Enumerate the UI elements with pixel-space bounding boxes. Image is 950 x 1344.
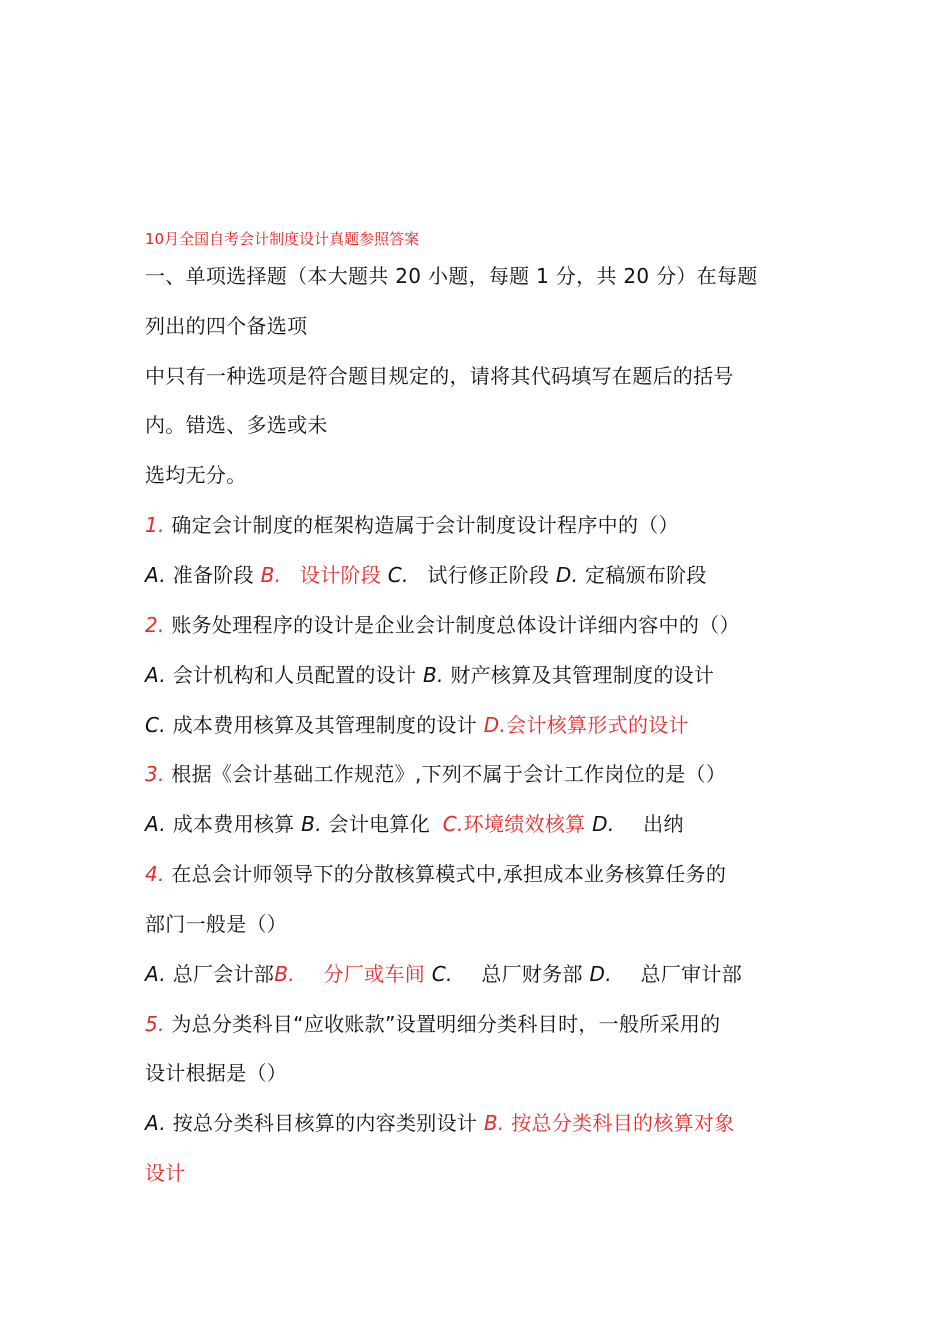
question-2-options-ab [145, 661, 714, 689]
instruction-line-4: 内。错选、多选或未 [145, 413, 328, 437]
question-number: 5. [145, 1012, 165, 1036]
instruction-line-3: 中只有一种选项是符合题目规定的，请将其代码填写在题后的括号 [145, 364, 734, 388]
question-1 [145, 511, 679, 539]
question-text: 根据《会计基础工作规范》,下列不属于会计工作岗位的是（） [171, 762, 727, 786]
option-d-text: 定稿颁布阶段 [584, 563, 707, 587]
option-a-text: 成本费用核算 [172, 812, 295, 836]
question-number: 1. [145, 513, 165, 537]
question-3-options [145, 810, 684, 838]
option-b-text-answer: 分厂或车间 [323, 962, 426, 986]
option-c-key: C. [387, 563, 409, 587]
question-1-options [145, 561, 707, 589]
option-a-key: A. [145, 812, 167, 836]
question-4-continued: 部门一般是（） [145, 912, 288, 936]
option-a-key: A. [145, 563, 167, 587]
option-b-text-answer: 设计阶段 [299, 563, 382, 587]
option-d-key: D. [483, 713, 507, 737]
question-4-options [145, 960, 742, 988]
option-c-text-answer: 环境绩效核算 [463, 812, 586, 836]
option-d-text: 总厂审计部 [640, 962, 743, 986]
option-a-text: 会计机构和人员配置的设计 [172, 663, 417, 687]
option-c-key: C. [145, 713, 166, 737]
instruction-line-5: 选均无分。 [145, 463, 247, 487]
question-text: 在总会计师领导下的分散核算模式中,承担成本业务核算任务的 [171, 862, 727, 886]
question-text: 账务处理程序的设计是企业会计制度总体设计详细内容中的（） [171, 613, 740, 637]
question-2-options-cd [145, 711, 689, 739]
document-title: 10月全国自考会计制度设计真题参照答案 [145, 230, 420, 248]
instruction-line-1: 一、单项选择题（本大题共 20 小题，每题 1 分，共 20 分）在每题 [145, 264, 758, 288]
option-d-key: D. [555, 563, 579, 587]
option-b-text: 会计电算化 [328, 812, 431, 836]
question-2 [145, 611, 740, 639]
option-d-text-answer: 会计核算形式的设计 [506, 713, 689, 737]
option-a-text: 总厂会计部 [172, 962, 275, 986]
question-5-continued: 设计根据是（） [145, 1061, 288, 1085]
question-number: 3. [145, 762, 165, 786]
question-5-options [145, 1109, 735, 1137]
question-text: 为总分类科目“应收账款”设置明细分类科目时，一般所采用的 [171, 1012, 721, 1036]
question-5-option-b-continued: 设计 [145, 1161, 186, 1185]
option-c-text: 试行修正阶段 [427, 563, 550, 587]
option-a-key: A. [145, 1111, 167, 1135]
instruction-line-2: 列出的四个备选项 [145, 314, 308, 338]
question-4 [145, 860, 726, 888]
option-b-key: B. [483, 1111, 505, 1135]
option-c-key: C. [442, 812, 464, 836]
question-number: 2. [145, 613, 165, 637]
question-text: 确定会计制度的框架构造属于会计制度设计程序中的（） [171, 513, 679, 537]
question-number: 4. [145, 862, 165, 886]
option-a-key: A. [145, 962, 167, 986]
option-b-key: B. [301, 812, 322, 836]
option-a-key: A. [145, 663, 167, 687]
option-a-text: 准备阶段 [172, 563, 254, 587]
option-b-text-answer: 按总分类科目的核算对象 [511, 1111, 735, 1135]
question-3 [145, 760, 726, 788]
option-a-text: 按总分类科目核算的内容类别设计 [172, 1111, 478, 1135]
option-c-text: 成本费用核算及其管理制度的设计 [172, 713, 478, 737]
option-b-key: B. [422, 663, 444, 687]
option-b-key: B. [274, 962, 295, 986]
option-d-text: 出纳 [643, 812, 684, 836]
option-c-text: 总厂财务部 [481, 962, 583, 986]
option-d-key: D. [592, 812, 615, 836]
option-c-key: C. [431, 962, 453, 986]
question-5 [145, 1010, 720, 1038]
option-b-key: B. [260, 563, 282, 587]
option-d-key: D. [589, 962, 612, 986]
option-b-text: 财产核算及其管理制度的设计 [450, 663, 715, 687]
